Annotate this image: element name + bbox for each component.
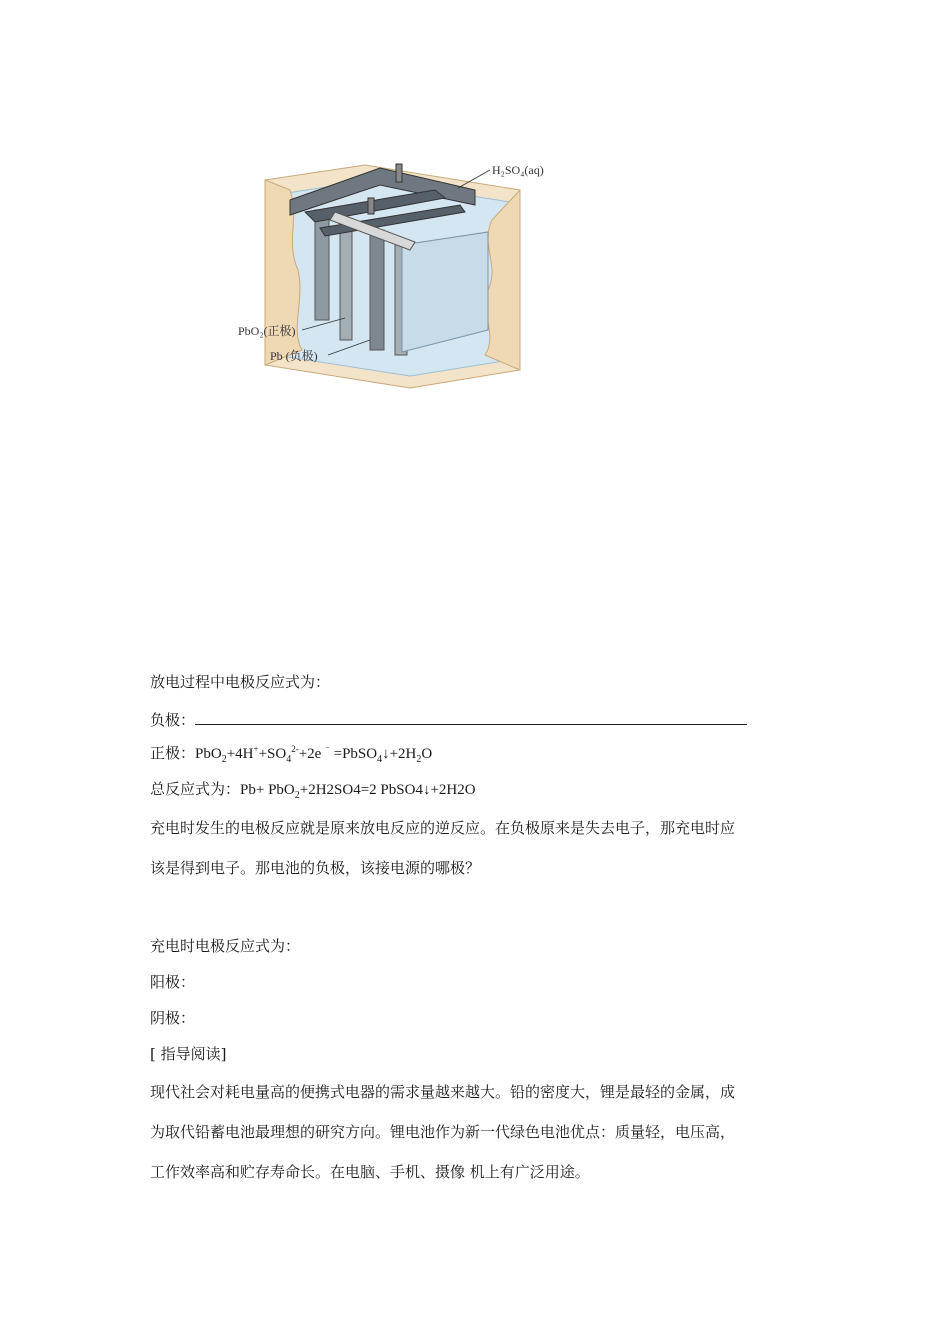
eq-subscript: 2 bbox=[221, 754, 227, 765]
question-line-2: 该是得到电子。那电池的负极，该接电源的哪极？ bbox=[150, 859, 481, 877]
eq-part: +4H bbox=[226, 746, 254, 762]
eq-subscript: 4 bbox=[377, 754, 383, 765]
eq-part: PbO bbox=[195, 746, 222, 762]
positive-electrode-label: PbO₂(正极) bbox=[238, 324, 296, 338]
eq-superscript: 2- bbox=[291, 744, 299, 754]
eq-part: =PbSO bbox=[329, 746, 378, 762]
eq-part: O bbox=[421, 746, 433, 762]
discharge-positive-row bbox=[150, 744, 432, 766]
eq-part: ↓+2H bbox=[382, 746, 417, 762]
electrolyte-label: H₂SO₄(aq) bbox=[492, 163, 544, 177]
eq-part: Pb+ PbO bbox=[240, 782, 295, 798]
lead-acid-battery-figure bbox=[230, 150, 570, 390]
question-line-1: 充电时发生的电极反应就是原来放电反应的逆反应。在负极原来是失去电子，那充电时应 bbox=[150, 819, 736, 837]
eq-part: +2e bbox=[298, 746, 326, 762]
eq-subscript: 2 bbox=[416, 754, 422, 765]
reading-line-1: 现代社会对耗电量高的便携式电器的需求量越来越大。铅的密度大，锂是最轻的金属，成 bbox=[150, 1083, 736, 1101]
reading-line-2: 为取代铅蓄电池最理想的研究方向。锂电池作为新一代绿色电池优点：质量轻，电压高， bbox=[150, 1123, 736, 1141]
answer-blank bbox=[195, 708, 747, 725]
total-label: 总反应式为： bbox=[150, 782, 241, 798]
discharge-heading: 放电过程中电极反应式为： bbox=[150, 673, 331, 691]
charge-heading: 充电时电极反应式为： bbox=[150, 937, 301, 955]
cathode-label: 阴极： bbox=[150, 1009, 196, 1027]
eq-subscript: 4 bbox=[286, 754, 292, 765]
anode-label: 阳极： bbox=[150, 973, 196, 991]
eq-subscript: 2 bbox=[294, 790, 300, 801]
reading-heading: [ 指导阅读] bbox=[150, 1045, 227, 1063]
reading-line-3: 工作效率高和贮存寿命长。在电脑、手机、摄像 机上有广泛用途。 bbox=[150, 1163, 590, 1181]
battery-illustration bbox=[230, 150, 570, 390]
positive-label: 正极： bbox=[150, 746, 196, 762]
eq-part: +2H2SO4=2 PbSO4↓+2H2O bbox=[299, 782, 476, 798]
negative-electrode-label: Pb (负极) bbox=[270, 349, 318, 363]
eq-superscript: + bbox=[253, 744, 259, 754]
discharge-total-row bbox=[150, 780, 476, 802]
discharge-negative-row bbox=[150, 708, 747, 730]
eq-part: +SO bbox=[258, 746, 287, 762]
eq-superscript: ⁻ bbox=[325, 744, 330, 754]
negative-label: 负极： bbox=[150, 711, 196, 729]
